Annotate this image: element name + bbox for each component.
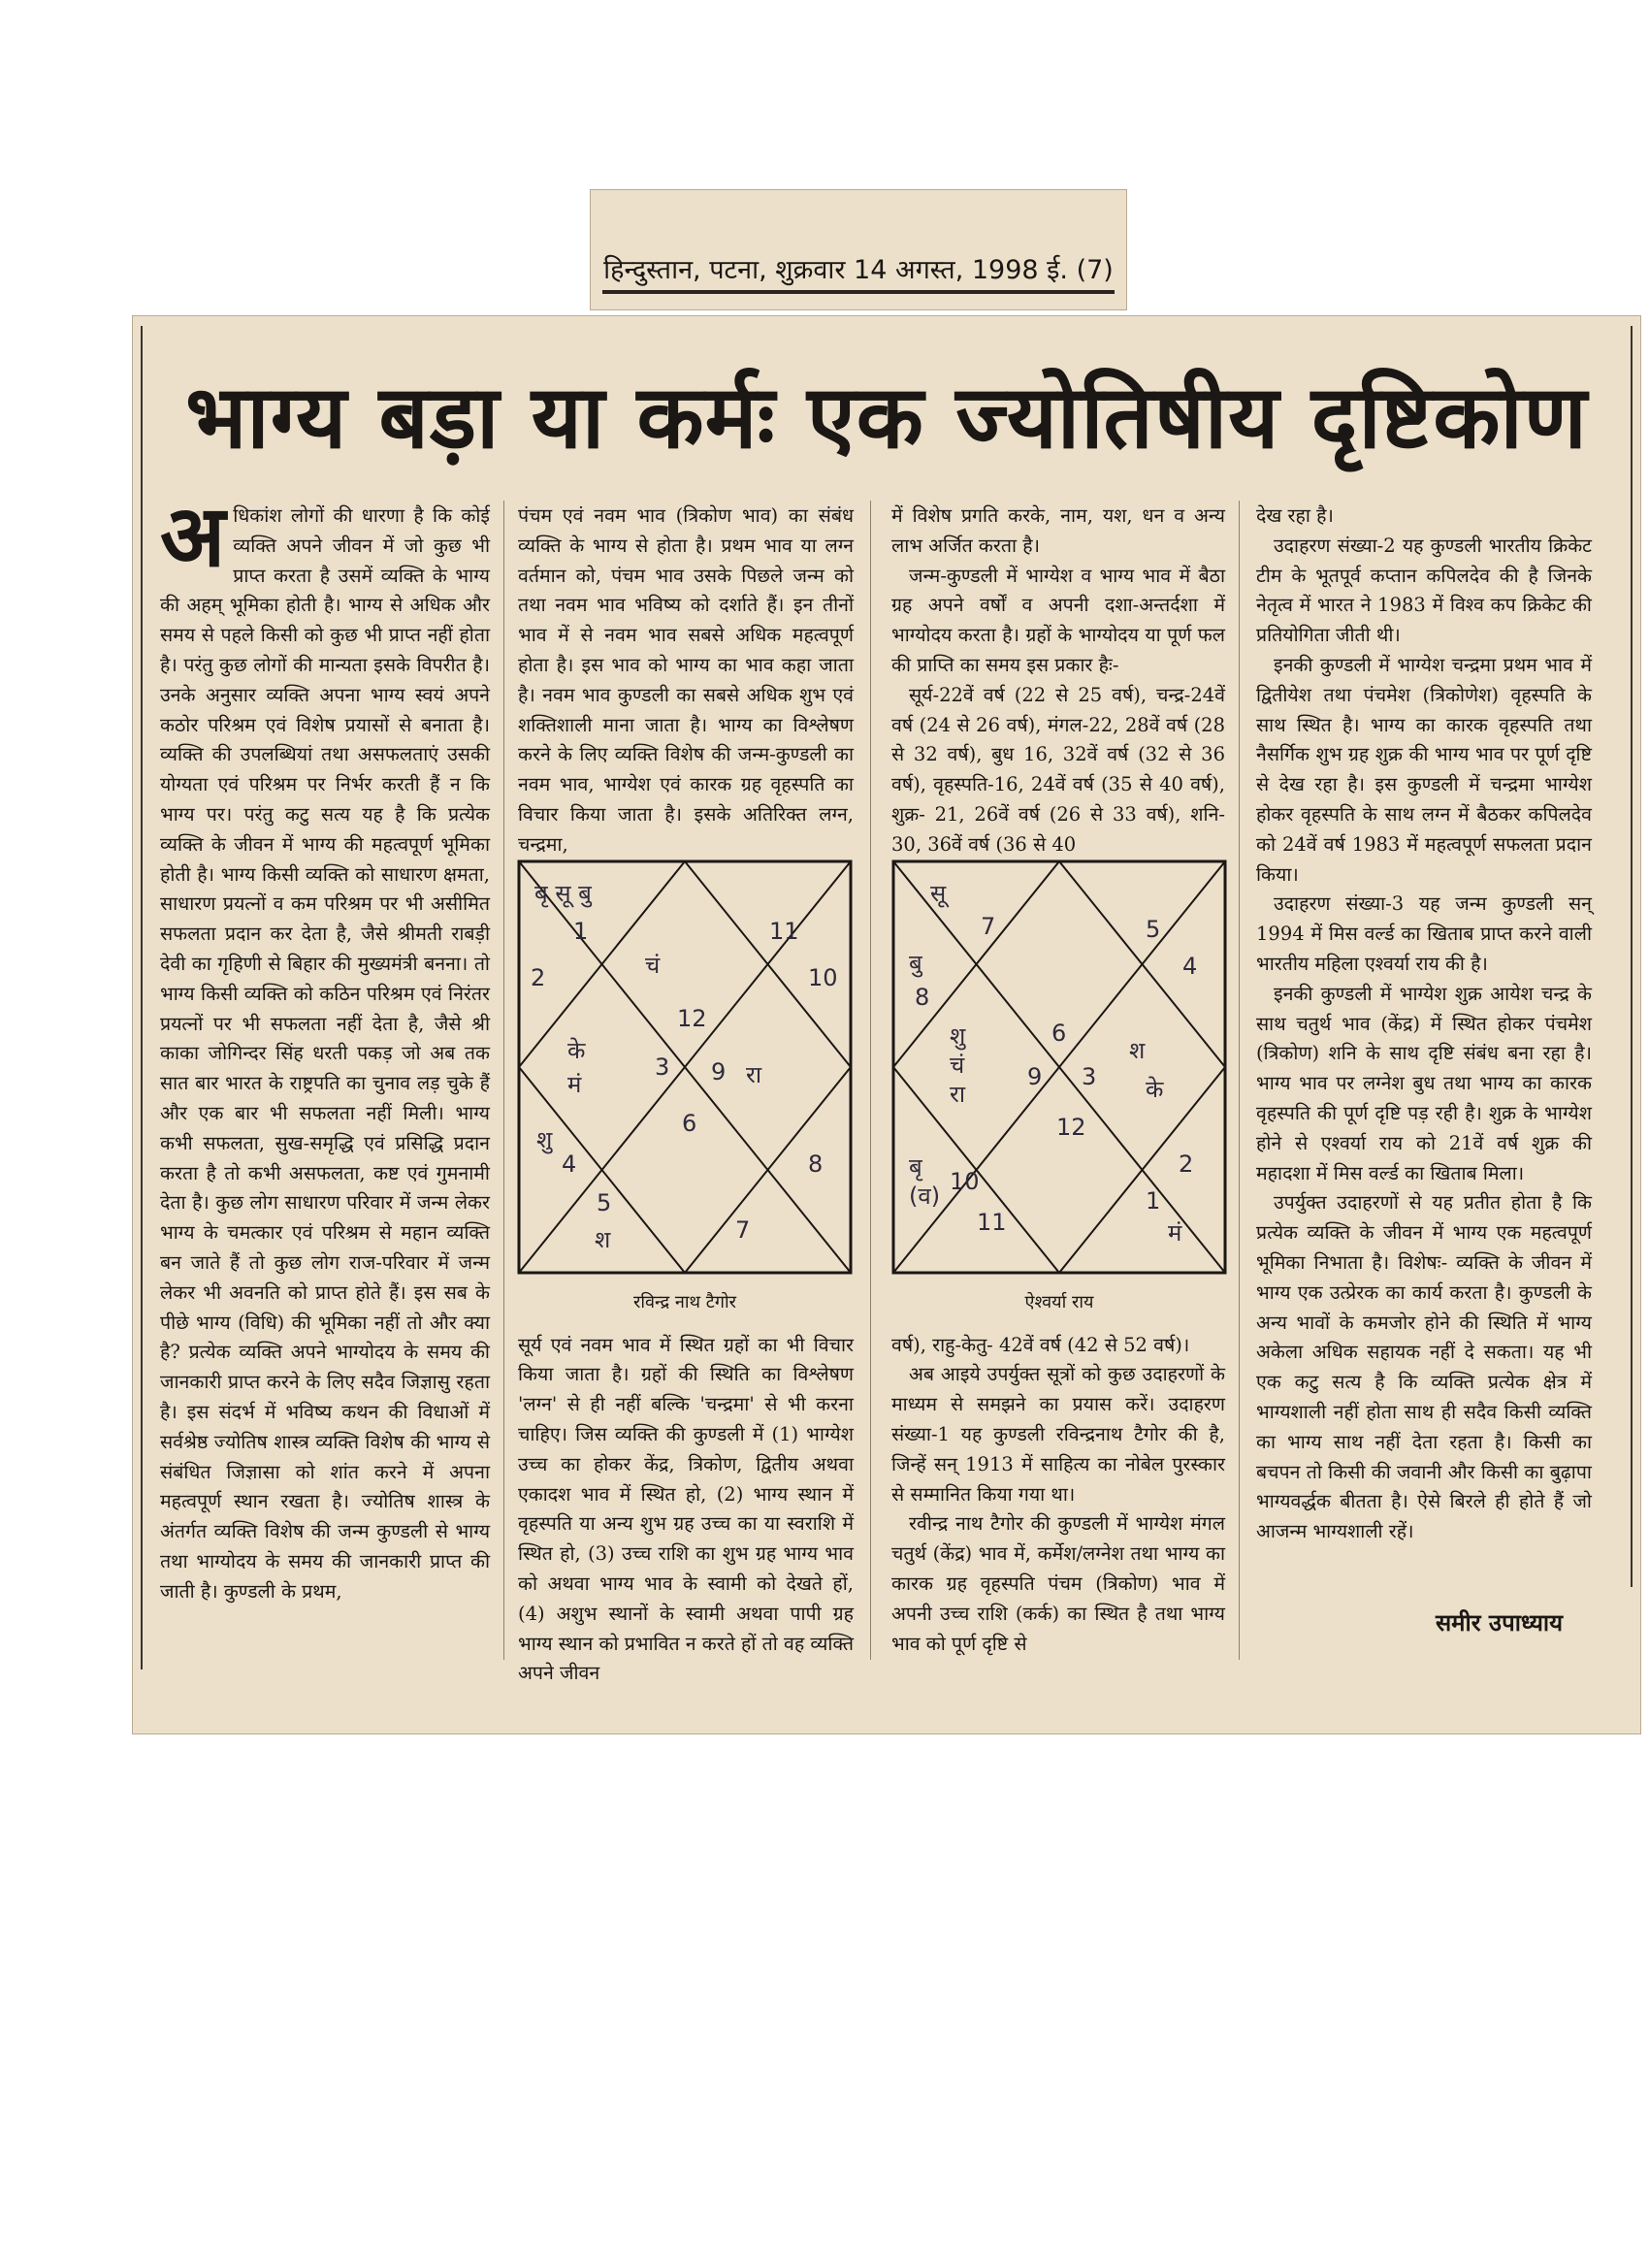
chart-mark: बृ सू बु	[534, 880, 592, 907]
chart-mark: 10	[950, 1168, 980, 1195]
chart-mark: 6	[682, 1110, 697, 1137]
chart-mark: 6	[1051, 1020, 1067, 1047]
chart-mark: रा	[950, 1081, 966, 1108]
chart-mark: रा	[746, 1061, 762, 1088]
chart-mark: 9	[1027, 1063, 1043, 1090]
chart-mark: 5	[597, 1189, 612, 1216]
headline: भाग्य बड़ा या कर्मः एक ज्योतिषीय दृष्टिकोण	[185, 367, 1588, 469]
newspaper-clipping	[132, 315, 1641, 1734]
chart-mark: मं	[567, 1071, 582, 1098]
paragraph: सूर्य एवं नवम भाव में स्थित ग्रहों का भी विचार किया जाता है। ग्रहों की स्थिति का विश्लेषण 'लग्न' से ही नहीं बल्कि 'चन्द्रमा' से भी करना चाहिए। जिस व्यक्ति की कुण्डली में (1) भाग्येश उच्च का होकर केंद्र, त्रिकोण, द्वितीय अथवा एकादश भाव में स्थित हो, (2) भाग्य स्थान में वृहस्पति या अन्य शुभ ग्रह उच्च का या स्वराशि में स्थित हो, (3) उच्च राशि का शुभ ग्रह भाग्य भाव को अथवा भाग्य भाव के स्वामी को देखते हों, (4) अशुभ स्थानों के स्वामी अथवा पापी ग्रह भाग्य स्थान को प्रभावित न करते हों तो वह व्यक्ति अपने जीवन	[518, 1333, 855, 1685]
column-rule	[870, 501, 871, 1660]
byline: समीर उपाध्याय	[1435, 1608, 1563, 1636]
chart-mark: 12	[677, 1005, 707, 1032]
chart-mark: 2	[1179, 1150, 1194, 1178]
paragraph: इनकी कुण्डली में भाग्येश शुक्र आयेश चन्द्र के साथ चतुर्थ भाव (केंद्र) में स्थित होकर पंचमेश (त्रिकोण) शनि के साथ दृष्टि संबंध बना रहा है। भाग्य भाव पर लग्नेश बुध तथा भाग्य का कारक वृहस्पति की पूर्ण दृष्टि पड़ रही है। शुक्र के भाग्येश होने से एश्वर्या राय को 21वें वर्ष शुक्र की महादशा में मिस वर्ल्ड का खिताब मिला।	[1256, 982, 1592, 1184]
chart-mark: 9	[711, 1058, 727, 1085]
paragraph: जन्म-कुण्डली में भाग्येश व भाग्य भाव में बैठा ग्रह अपने वर्षों व अपनी दशा-अन्तर्दशा में भाग्योदय करता है। ग्रहों के भाग्योदय या पूर्ण फल की प्राप्ति का समय इस प्रकार हैः-	[891, 564, 1225, 676]
paragraph: पंचम एवं नवम भाव (त्रिकोण भाव) का संबंध व्यक्ति के भाग्य से होता है। प्रथम भाव या लग्न वर्तमान को, पंचम भाव उसके पिछले जन्म को तथा नवम भाव भविष्य को दर्शाते हैं। इन तीनों भाव में से नवम भाव सबसे अधिक महत्वपूर्ण होता है। इस भाव को भाग्य का भाव कहा जाता है। नवम भाव कुण्डली का सबसे अधिक शुभ एवं शक्तिशाली माना जाता है। भाग्य का विश्लेषण करने के लिए व्यक्ति विशेष की जन्म-कुण्डली का नवम भाव, भाग्येश एवं कारक ग्रह वृहस्पति का विचार किया जाता है। इसके अतिरिक्त लग्न, चन्द्रमा,	[518, 504, 854, 856]
chart-mark: के	[1146, 1076, 1164, 1103]
paragraph: में विशेष प्रगति करके, नाम, यश, धन व अन्य लाभ अर्जित करता है।	[891, 504, 1225, 557]
left-border-rule	[141, 326, 143, 1669]
paragraph: उपर्युक्त उदाहरणों से यह प्रतीत होता है कि प्रत्येक व्यक्ति के जीवन में भाग्य एक महत्वपूर्ण भूमिका निभाता है। विशेषः- व्यक्ति के जीवन में भाग्य एक उत्प्रेरक का कार्य करता है। कुण्डली के अन्य भावों के कमजोर होने की स्थिति में भाग्य अकेला अधिक सहायक नहीं दे सकता। यह भी एक कटु सत्य है कि व्यक्ति प्रत्येक क्षेत्र में भाग्यशाली नहीं होता साथ ही सदैव किसी व्यक्ति का भाग्य साथ नहीं देता रहता है। किसी का बचपन तो किसी की जवानी और किसी का बुढ़ापा भाग्यवर्द्धक बीतता है। ऐसे बिरले ही होते हैं जो आजन्म भाग्यशाली रहें।	[1256, 1191, 1592, 1543]
chart-mark: शु	[950, 1022, 966, 1050]
paragraph: सूर्य-22वें वर्ष (22 से 25 वर्ष), चन्द्र-24वें वर्ष (24 से 26 वर्ष), मंगल-22, 28वें वर्ष (28 से 32 वर्ष), बुध 16, 32वें वर्ष (32 से 36 वर्ष), वृहस्पति-16, 24वें वर्ष (35 से 40 वर्ष), शुक्र- 21, 26वें वर्ष (26 से 33 वर्ष), शनि- 30, 36वें वर्ष (36 से 40	[891, 683, 1225, 856]
paragraph: देख रहा है।	[1256, 504, 1334, 527]
chart-mark: 11	[769, 918, 799, 945]
chart-mark: 8	[915, 984, 930, 1011]
chart-mark: श	[1129, 1037, 1146, 1064]
article-column-4	[1256, 502, 1592, 1547]
paragraph: वर्ष), राहु-केतु- 42वें वर्ष (42 से 52 वर्ष)।	[891, 1333, 1190, 1356]
chart-mark: (व)	[909, 1183, 941, 1210]
chart-mark: 1	[573, 918, 589, 945]
chart-mark: चं	[950, 1052, 965, 1079]
right-border-rule	[1631, 326, 1633, 1587]
chart-mark: 2	[531, 964, 546, 991]
paragraph: उदाहरण संख्या-2 यह कुण्डली भारतीय क्रिकेट टीम के भूतपूर्व कप्तान कपिलदेव की है जिनके नेतृत्व में भारत ने 1983 में विश्व कप क्रिकेट की प्रतियोगिता जीती थी।	[1256, 534, 1592, 647]
chart-mark: 5	[1146, 916, 1161, 943]
paragraph: इनकी कुण्डली में भाग्येश चन्द्रमा प्रथम भाव में द्वितीयेश तथा पंचमेश (त्रिकोणेश) वृहस्पति के साथ स्थित है। भाग्य का कारक वृहस्पति तथा नैसर्गिक शुभ ग्रह शुक्र की भाग्य भाव पर पूर्ण दृष्टि से देख रहा है। इस कुण्डली में चन्द्रमा भाग्येश होकर वृहस्पति के साथ लग्न में बैठकर कपिलदेव को 24वें वर्ष 1983 में महत्वपूर्ण सफलता प्रदान किया।	[1256, 653, 1592, 886]
chart-mark: 3	[655, 1053, 670, 1081]
paragraph: उदाहरण संख्या-3 यह जन्म कुण्डली सन् 1994 में मिस वर्ल्ड का खिताब प्राप्त करने वाली भारतीय महिला एश्वर्या राय की है।	[1256, 892, 1592, 975]
column-rule	[1239, 501, 1240, 1660]
chart-mark: 8	[808, 1150, 824, 1178]
dateline-rule	[602, 290, 1115, 294]
chart-mark: 1	[1146, 1187, 1161, 1215]
chart-mark: 4	[1182, 953, 1198, 980]
drop-cap: अ	[160, 486, 226, 586]
article-column-1	[160, 486, 490, 1606]
horoscope-chart-aishwarya	[891, 859, 1227, 1312]
chart-mark: 7	[981, 913, 996, 940]
chart-mark: 10	[808, 964, 838, 991]
chart-mark: शु	[536, 1126, 553, 1153]
chart-mark: 3	[1082, 1063, 1097, 1090]
chart-mark: चं	[645, 952, 661, 979]
chart-mark: बु	[909, 950, 922, 977]
chart-mark: के	[567, 1037, 586, 1064]
paragraph: रवीन्द्र नाथ टैगोर की कुण्डली में भाग्येश मंगल चतुर्थ (केंद्र) भाव में, कर्मेश/लग्नेश तथा भाग्य का कारक ग्रह वृहस्पति पंचम (त्रिकोण) भाव में अपनी उच्च राशि (कर्क) का स्थित है तथा भाग्य भाव को पूर्ण दृष्टि से	[891, 1512, 1225, 1655]
column-rule	[503, 501, 504, 1660]
dateline-strip	[590, 189, 1127, 310]
chart-mark: 4	[562, 1150, 577, 1178]
chart-mark: 7	[735, 1216, 751, 1244]
chart-grid	[517, 859, 853, 1275]
paragraph: धिकांश लोगों की धारणा है कि कोई व्यक्ति अपने जीवन में जो कुछ भी प्राप्त करता है उसमें व्यक्ति के भाग्य की अहम् भूमिका होती है। भाग्य से अधिक और समय से पहले किसी को कुछ भी प्राप्त नहीं होता है। परंतु कुछ लोगों की मान्यता इसके विपरीत है। उनके अनुसार व्यक्ति अपना भाग्य स्वयं अपने कठोर परिश्रम एवं विशेष प्रयासों से बनाता है। व्यक्ति की उपलब्धियां तथा असफलताएं उसकी योग्यता एवं परिश्रम पर निर्भर करती हैं न कि भाग्य पर। परंतु कटु सत्य यह है कि प्रत्येक व्यक्ति के जीवन में भाग्य की महत्वपूर्ण भूमिका होती है। भाग्य किसी व्यक्ति को साधारण क्षमता, साधारण प्रयत्नों व कम परिश्रम पर भी असीमित सफलता प्रदान कर देता है, जैसे श्रीमती राबड़ी देवी का गृहिणी से बिहार की मुख्यमंत्री बनना। तो भाग्य किसी व्यक्ति को कठिन परिश्रम एवं निरंतर प्रयत्नों पर भी सफलता नहीं देता है, जैसे श्री काका जोगिन्दर सिंह धरती पकड़ जो अब तक सात बार भारत के राष्ट्रपति का चुनाव लड़ चुके हैं और एक बार भी सफलता नहीं मिली। भाग्य कभी सफलता, सुख-समृद्धि एवं प्रसिद्धि प्रदान करता है तो कभी असफलता, कष्ट एवं गुमनामी देता है। कुछ लोग साधारण परिवार में जन्म लेकर भाग्य के चमत्कार एवं परिश्रम से महान व्यक्ति बन जाते हैं तो कुछ लोग राज-परिवार में जन्म लेकर भी अवनति को प्राप्त होते हैं। इस सब के पीछे भाग्य (विधि) की भूमिका नहीं तो और क्या है? प्रत्येक व्यक्ति अपने भाग्योदय के समय की जानकारी प्राप्त करने के लिए सदैव जिज्ञासु रहता है। इस संदर्भ में भविष्य कथन की विधाओं में सर्वश्रेष्ठ ज्योतिष शास्त्र व्यक्ति विशेष की भाग्य से संबंधित जिज्ञासा को शांत करने में अपना महत्वपूर्ण स्थान रखता है। ज्योतिष शास्त्र के अंतर्गत व्यक्ति विशेष की जन्म कुण्डली से भाग्य तथा भाग्योदय के समय की जानकारी प्राप्त की जाती है। कुण्डली के प्रथम,	[160, 504, 490, 1603]
chart-mark: सू	[930, 880, 947, 907]
chart-caption: ऐश्वर्या राय	[1024, 1292, 1094, 1312]
chart-mark: मं	[1168, 1219, 1182, 1247]
chart-grid	[891, 859, 1227, 1275]
chart-mark: 11	[977, 1209, 1007, 1236]
dateline: हिन्दुस्तान, पटना, शुक्रवार 14 अगस्त, 1998 ई. (7)	[603, 255, 1114, 285]
horoscope-chart-tagore	[517, 859, 853, 1312]
chart-mark: श	[595, 1226, 611, 1253]
paragraph: अब आइये उपर्युक्त सूत्रों को कुछ उदाहरणों के माध्यम से समझने का प्रयास करें। उदाहरण संख्या-1 यह कुण्डली रविन्द्रनाथ टैगोर की है, जिन्हें सन् 1913 में साहित्य का नोबेल पुरस्कार से सम्मानित किया गया था।	[891, 1363, 1225, 1506]
chart-mark: बृ	[909, 1153, 922, 1181]
chart-caption: रविन्द्र नाथ टैगोर	[633, 1292, 736, 1312]
chart-mark: 12	[1056, 1114, 1086, 1141]
